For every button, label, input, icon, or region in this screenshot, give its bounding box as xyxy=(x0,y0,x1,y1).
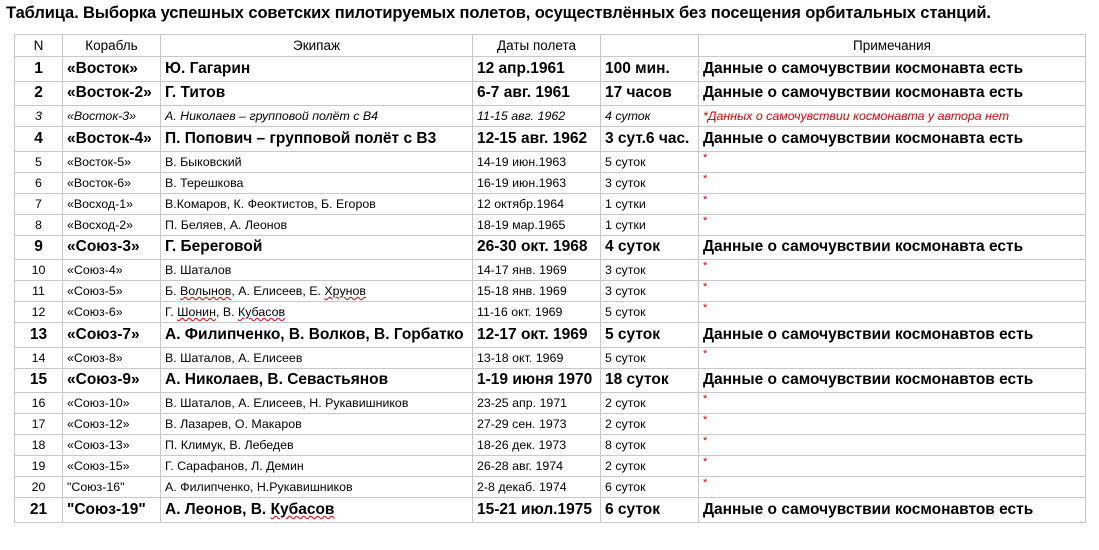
table-cell-number: 18 xyxy=(15,435,63,456)
table-row xyxy=(15,260,1086,281)
table-cell-ship: «Восток-5» xyxy=(63,151,161,172)
table-cell-crew: П. Климук, В. Лебедев xyxy=(161,435,473,456)
table-cell-note: Данные о самочувствии космонавтов есть xyxy=(699,498,1086,523)
table-cell-ship: «Восток-2» xyxy=(63,81,161,106)
table-cell-dates: 27-29 сен. 1973 xyxy=(473,414,601,435)
table-cell-number: 14 xyxy=(15,347,63,368)
table-cell-ship: «Восход-2» xyxy=(63,214,161,235)
table-cell-crew: А. Николаев, В. Севастьянов xyxy=(161,368,473,393)
table-cell-ship: «Союз-12» xyxy=(63,414,161,435)
table-cell-number: 2 xyxy=(15,81,63,106)
table-cell-dates: 11-16 окт. 1969 xyxy=(473,302,601,323)
table-cell-dates: 18-26 дек. 1973 xyxy=(473,435,601,456)
table-row xyxy=(15,435,1086,456)
table-row xyxy=(15,106,1086,127)
table-cell-crew: Г. Титов xyxy=(161,81,473,106)
table-cell-number: 9 xyxy=(15,235,63,260)
table-row xyxy=(15,456,1086,477)
table-cell-note: *Данных о самочувствии космонавта у автора нет xyxy=(699,106,1086,127)
table-cell-ship: «Союз-6» xyxy=(63,302,161,323)
table-cell-note: * xyxy=(699,456,1086,477)
table-cell-duration: 6 суток xyxy=(601,498,699,523)
table-cell-ship: "Союз-19" xyxy=(63,498,161,523)
table-row xyxy=(15,57,1086,82)
table-cell-ship: «Восток» xyxy=(63,57,161,82)
table-cell-number: 5 xyxy=(15,151,63,172)
table-cell-number: 20 xyxy=(15,477,63,498)
table-cell-duration: 3 суток xyxy=(601,281,699,302)
table-cell-dates: 14-19 июн.1963 xyxy=(473,151,601,172)
table-cell-ship: «Союз-7» xyxy=(63,323,161,348)
header-crew: Экипаж xyxy=(161,35,473,57)
table-cell-number: 3 xyxy=(15,106,63,127)
table-cell-dates: 26-28 авг. 1974 xyxy=(473,456,601,477)
table-cell-crew: В. Шаталов, А. Елисеев, Н. Рукавишников xyxy=(161,393,473,414)
table-cell-number: 4 xyxy=(15,127,63,152)
table-cell-number: 12 xyxy=(15,302,63,323)
table-cell-number: 1 xyxy=(15,57,63,82)
table-cell-duration: 2 суток xyxy=(601,414,699,435)
table-row xyxy=(15,368,1086,393)
table-cell-crew: П. Беляев, А. Леонов xyxy=(161,214,473,235)
table-cell-note: * xyxy=(699,414,1086,435)
flights-table xyxy=(14,34,1086,523)
table-cell-ship: «Союз-5» xyxy=(63,281,161,302)
table-cell-ship: «Восток-3» xyxy=(63,106,161,127)
table-row xyxy=(15,172,1086,193)
table-cell-number: 7 xyxy=(15,193,63,214)
table-cell-crew: В. Шаталов xyxy=(161,260,473,281)
table-cell-duration: 4 суток xyxy=(601,235,699,260)
table-cell-dates: 15-21 июл.1975 xyxy=(473,498,601,523)
table-cell-note: Данные о самочувствии космонавта есть xyxy=(699,81,1086,106)
table-cell-crew: В.Комаров, К. Феоктистов, Б. Егоров xyxy=(161,193,473,214)
table-cell-duration: 100 мин. xyxy=(601,57,699,82)
table-cell-ship: «Восход-1» xyxy=(63,193,161,214)
table-cell-duration: 3 суток xyxy=(601,172,699,193)
header-dates: Даты полета xyxy=(473,35,601,57)
table-cell-ship: «Союз-9» xyxy=(63,368,161,393)
table-cell-duration: 8 суток xyxy=(601,435,699,456)
table-cell-ship: «Союз-3» xyxy=(63,235,161,260)
table-cell-duration: 3 сут.6 час. xyxy=(601,127,699,152)
table-cell-crew: Ю. Гагарин xyxy=(161,57,473,82)
table-row xyxy=(15,414,1086,435)
table-cell-duration: 4 суток xyxy=(601,106,699,127)
table-cell-duration: 2 суток xyxy=(601,456,699,477)
table-cell-dates: 2-8 декаб. 1974 xyxy=(473,477,601,498)
table-cell-duration: 5 суток xyxy=(601,151,699,172)
table-cell-ship: «Союз-8» xyxy=(63,347,161,368)
table-cell-dates: 12-17 окт. 1969 xyxy=(473,323,601,348)
table-cell-number: 16 xyxy=(15,393,63,414)
table-row xyxy=(15,214,1086,235)
table-cell-ship: «Восток-4» xyxy=(63,127,161,152)
table-cell-number: 21 xyxy=(15,498,63,523)
table-row xyxy=(15,302,1086,323)
table-cell-note: Данные о самочувствии космонавта есть xyxy=(699,57,1086,82)
table-row xyxy=(15,498,1086,523)
table-row xyxy=(15,151,1086,172)
table-cell-crew: В. Терешкова xyxy=(161,172,473,193)
table-cell-number: 19 xyxy=(15,456,63,477)
table-cell-number: 13 xyxy=(15,323,63,348)
table-cell-crew: А. Леонов, В. Кубасов xyxy=(161,498,473,523)
table-cell-note: * xyxy=(699,393,1086,414)
table-cell-note: * xyxy=(699,172,1086,193)
table-cell-note: Данные о самочувствии космонавтов есть xyxy=(699,368,1086,393)
table-cell-crew: В. Лазарев, О. Макаров xyxy=(161,414,473,435)
table-cell-crew: Г. Шонин, В. Кубасов xyxy=(161,302,473,323)
table-row xyxy=(15,193,1086,214)
table-cell-ship: «Союз-15» xyxy=(63,456,161,477)
table-cell-dates: 16-19 июн.1963 xyxy=(473,172,601,193)
table-cell-dates: 23-25 апр. 1971 xyxy=(473,393,601,414)
table-cell-duration: 5 суток xyxy=(601,347,699,368)
table-cell-dates: 26-30 окт. 1968 xyxy=(473,235,601,260)
table-cell-crew: А. Филипченко, В. Волков, В. Горбатко xyxy=(161,323,473,348)
table-cell-crew: Г. Береговой xyxy=(161,235,473,260)
table-cell-crew: А. Николаев – групповой полёт с В4 xyxy=(161,106,473,127)
table-cell-dates: 12 октябр.1964 xyxy=(473,193,601,214)
table-cell-note: * xyxy=(699,477,1086,498)
table-cell-ship: «Восток-6» xyxy=(63,172,161,193)
table-cell-note: Данные о самочувствии космонавта есть xyxy=(699,127,1086,152)
table-cell-number: 17 xyxy=(15,414,63,435)
header-notes: Примечания xyxy=(699,35,1086,57)
table-cell-crew: В. Шаталов, А. Елисеев xyxy=(161,347,473,368)
table-cell-dates: 12 апр.1961 xyxy=(473,57,601,82)
table-cell-dates: 18-19 мар.1965 xyxy=(473,214,601,235)
table-cell-crew: Б. Волынов, А. Елисеев, Е. Хрунов xyxy=(161,281,473,302)
table-cell-crew: П. Попович – групповой полёт с В3 xyxy=(161,127,473,152)
table-row xyxy=(15,323,1086,348)
table-cell-note: * xyxy=(699,214,1086,235)
table-cell-ship: «Союз-10» xyxy=(63,393,161,414)
table-cell-note: * xyxy=(699,347,1086,368)
table-cell-dates: 14-17 янв. 1969 xyxy=(473,260,601,281)
table-cell-duration: 3 суток xyxy=(601,260,699,281)
table-cell-duration: 6 суток xyxy=(601,477,699,498)
table-cell-dates: 13-18 окт. 1969 xyxy=(473,347,601,368)
table-row xyxy=(15,477,1086,498)
header-number: N xyxy=(15,35,63,57)
table-cell-crew: Г. Сарафанов, Л. Демин xyxy=(161,456,473,477)
table-cell-duration: 18 суток xyxy=(601,368,699,393)
table-cell-ship: "Союз-16" xyxy=(63,477,161,498)
table-cell-duration: 5 суток xyxy=(601,302,699,323)
table-cell-duration: 2 суток xyxy=(601,393,699,414)
table-row xyxy=(15,81,1086,106)
table-cell-duration: 17 часов xyxy=(601,81,699,106)
table-cell-number: 15 xyxy=(15,368,63,393)
table-cell-note: * xyxy=(699,302,1086,323)
table-cell-note: * xyxy=(699,281,1086,302)
table-cell-note: * xyxy=(699,260,1086,281)
table-header-row xyxy=(15,35,1086,57)
header-duration xyxy=(601,35,699,57)
table-cell-note: * xyxy=(699,435,1086,456)
table-cell-note: * xyxy=(699,193,1086,214)
table-row xyxy=(15,393,1086,414)
table-cell-number: 10 xyxy=(15,260,63,281)
table-cell-note: * xyxy=(699,151,1086,172)
table-cell-number: 8 xyxy=(15,214,63,235)
table-cell-dates: 12-15 авг. 1962 xyxy=(473,127,601,152)
table-cell-dates: 1-19 июня 1970 xyxy=(473,368,601,393)
table-cell-duration: 5 суток xyxy=(601,323,699,348)
table-cell-dates: 15-18 янв. 1969 xyxy=(473,281,601,302)
table-cell-note: Данные о самочувствии космонавта есть xyxy=(699,235,1086,260)
table-row xyxy=(15,127,1086,152)
table-cell-ship: «Союз-4» xyxy=(63,260,161,281)
table-cell-number: 11 xyxy=(15,281,63,302)
table-cell-duration: 1 сутки xyxy=(601,214,699,235)
table-cell-dates: 11-15 авг. 1962 xyxy=(473,106,601,127)
header-ship: Корабль xyxy=(63,35,161,57)
table-row xyxy=(15,281,1086,302)
table-cell-duration: 1 сутки xyxy=(601,193,699,214)
table-cell-crew: В. Быковский xyxy=(161,151,473,172)
table-row xyxy=(15,235,1086,260)
table-cell-number: 6 xyxy=(15,172,63,193)
table-cell-dates: 6-7 авг. 1961 xyxy=(473,81,601,106)
table-cell-ship: «Союз-13» xyxy=(63,435,161,456)
table-title: Таблица. Выборка успешных советских пилотируемых полетов, осуществлённых без посещения орбитальных станций. xyxy=(6,4,991,22)
table-cell-note: Данные о самочувствии космонавтов есть xyxy=(699,323,1086,348)
table-cell-crew: А. Филипченко, Н.Рукавишников xyxy=(161,477,473,498)
table-row xyxy=(15,347,1086,368)
